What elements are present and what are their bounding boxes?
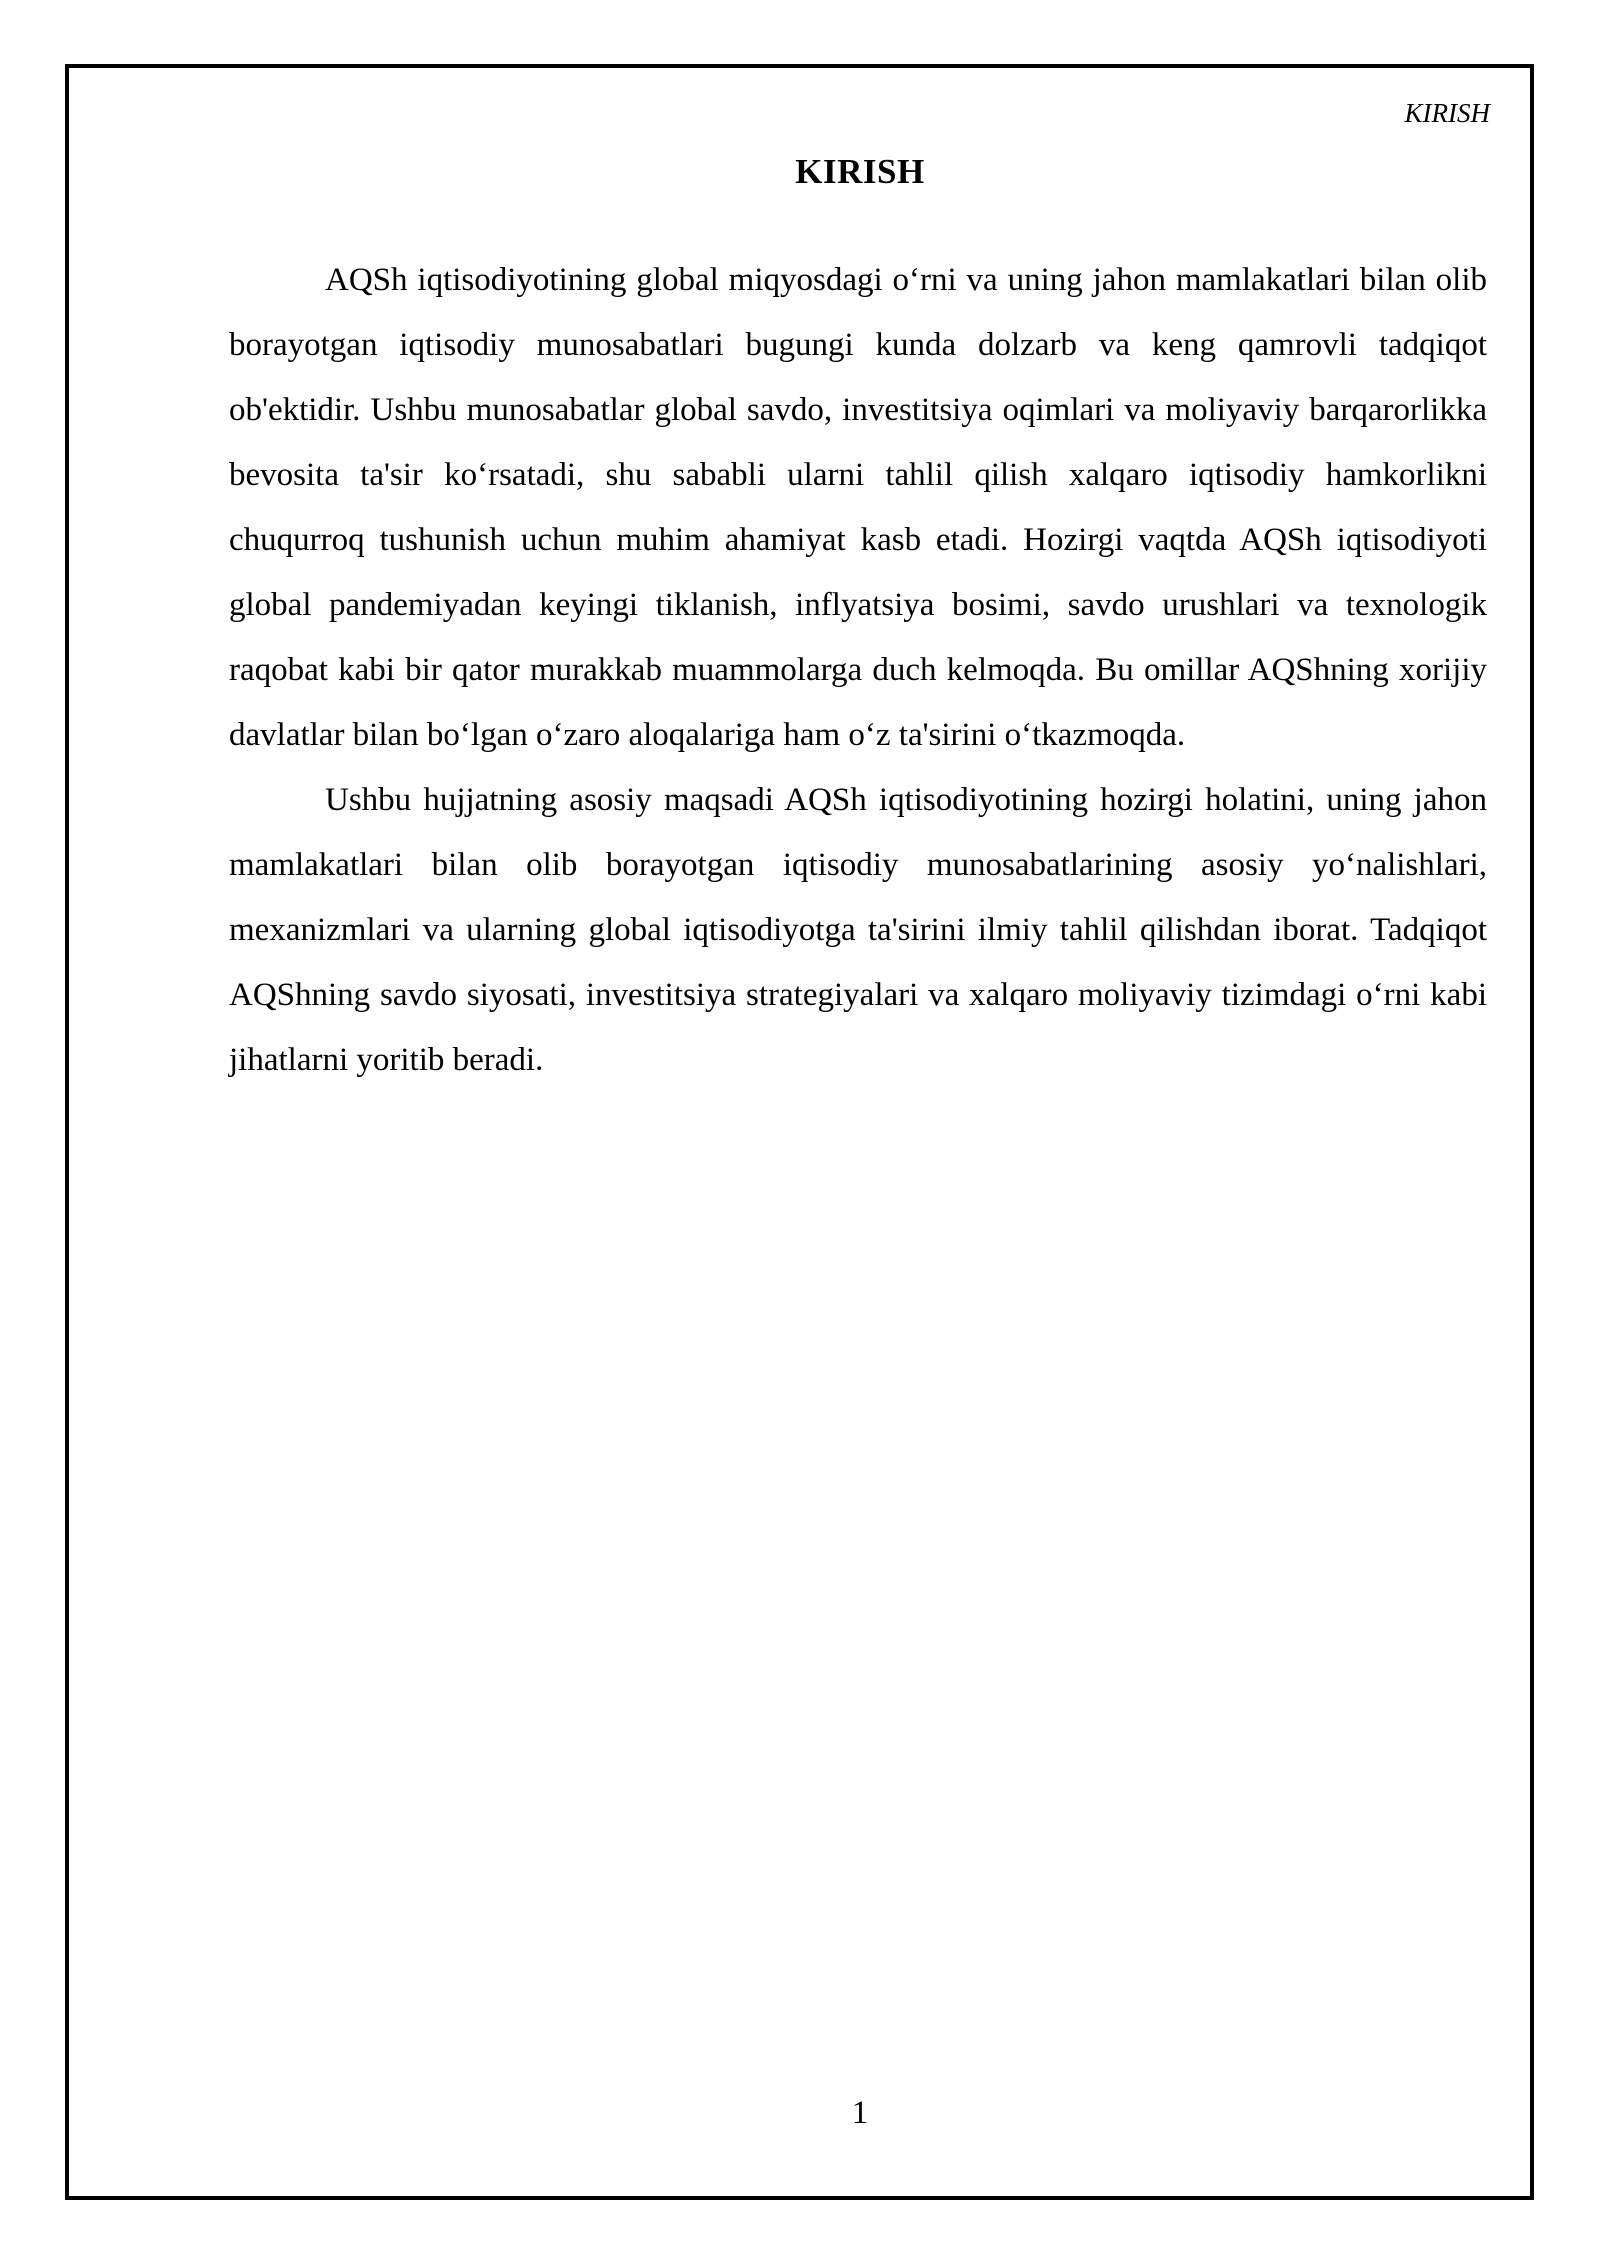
body-text: [229, 248, 1487, 1093]
paragraph: AQSh iqtisodiyotining global miqyosdagi o‘rni va uning jahon mamlakatlari bilan olib borayotgan iqtisodiy munosabatlari bugungi kunda dolzarb va keng qamrovli tadqiqot ob'ektidir. Ushbu munosabatlar global savdo, investitsiya oqimlari va moliyaviy barqarorlikka bevosita ta'sir ko‘rsatadi, shu sababli ularni tahlil qilish xalqaro iqtisodiy hamkorlikni chuqurroq tushunish uchun muhim ahamiyat kasb etadi. Hozirgi vaqtda AQSh iqtisodiyoti global pandemiyadan keyingi tiklanish, inflyatsiya bosimi, savdo urushlari va texnologik raqobat kabi bir qator murakkab muammolarga duch kelmoqda. Bu omillar AQShning xorijiy davlatlar bilan bo‘lgan o‘zaro aloqalariga ham o‘z ta'sirini o‘tkazmoqda.: [229, 262, 1487, 753]
page-number: 1: [851, 2095, 869, 2131]
running-header: KIRISH: [1404, 98, 1490, 128]
page-title: KIRISH: [795, 152, 925, 191]
paragraph: Ushbu hujjatning asosiy maqsadi AQSh iqtisodiyotining hozirgi holatini, uning jahon mamlakatlari bilan olib borayotgan iqtisodiy munosabatlarining asosiy yo‘nalishlari, mexanizmlari va ularning global iqtisodiyotga ta'sirini ilmiy tahlil qilishdan iborat. Tadqiqot AQShning savdo siyosati, investitsiya strategiyalari va xalqaro moliyaviy tizimdagi o‘rni kabi jihatlarni yoritib beradi.: [229, 782, 1487, 1078]
